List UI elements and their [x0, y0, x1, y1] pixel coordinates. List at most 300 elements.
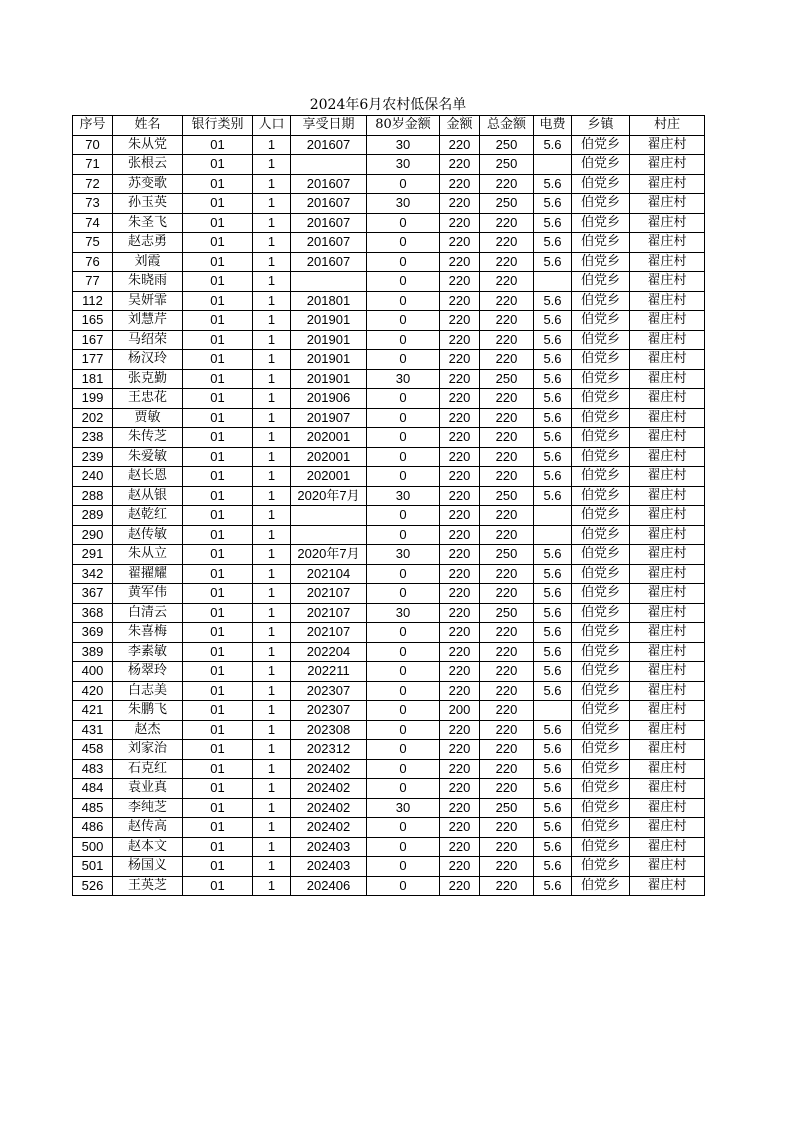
cell-electricity: 5.6 [534, 837, 572, 857]
cell-amount: 220 [440, 428, 480, 448]
table-row [73, 759, 705, 779]
cell-total: 250 [480, 135, 534, 155]
cell-total: 220 [480, 252, 534, 272]
cell-population: 1 [253, 642, 291, 662]
cell-total: 220 [480, 213, 534, 233]
cell-start-date: 202001 [291, 447, 367, 467]
cell-population: 1 [253, 740, 291, 760]
cell-start-date: 201901 [291, 369, 367, 389]
cell-bank-type: 01 [183, 408, 253, 428]
table-row [73, 603, 705, 623]
cell-total: 220 [480, 467, 534, 487]
cell-amount: 220 [440, 818, 480, 838]
cell-index: 181 [73, 369, 113, 389]
cell-township: 伯党乡 [572, 330, 630, 350]
cell-age80-amount: 30 [367, 194, 440, 214]
cell-electricity: 5.6 [534, 876, 572, 896]
cell-township: 伯党乡 [572, 506, 630, 526]
cell-amount: 220 [440, 740, 480, 760]
cell-township: 伯党乡 [572, 701, 630, 721]
cell-age80-amount: 0 [367, 623, 440, 643]
cell-bank-type: 01 [183, 779, 253, 799]
cell-index: 420 [73, 681, 113, 701]
cell-township: 伯党乡 [572, 681, 630, 701]
cell-bank-type: 01 [183, 252, 253, 272]
cell-township: 伯党乡 [572, 135, 630, 155]
cell-start-date: 202204 [291, 642, 367, 662]
cell-name: 李素敏 [113, 642, 183, 662]
table-row [73, 876, 705, 896]
cell-village: 翟庄村 [630, 155, 705, 175]
cell-total: 220 [480, 272, 534, 292]
cell-bank-type: 01 [183, 467, 253, 487]
cell-bank-type: 01 [183, 603, 253, 623]
cell-population: 1 [253, 467, 291, 487]
cell-amount: 220 [440, 291, 480, 311]
cell-amount: 220 [440, 564, 480, 584]
cell-population: 1 [253, 330, 291, 350]
cell-index: 500 [73, 837, 113, 857]
cell-total: 250 [480, 798, 534, 818]
cell-bank-type: 01 [183, 291, 253, 311]
cell-village: 翟庄村 [630, 642, 705, 662]
cell-population: 1 [253, 759, 291, 779]
cell-total: 220 [480, 525, 534, 545]
table-row [73, 740, 705, 760]
cell-bank-type: 01 [183, 857, 253, 877]
cell-bank-type: 01 [183, 837, 253, 857]
cell-electricity: 5.6 [534, 135, 572, 155]
cell-electricity: 5.6 [534, 330, 572, 350]
cell-index: 240 [73, 467, 113, 487]
col-header-population: 人口 [253, 116, 291, 136]
cell-population: 1 [253, 311, 291, 331]
cell-bank-type: 01 [183, 272, 253, 292]
cell-amount: 220 [440, 174, 480, 194]
cell-electricity: 5.6 [534, 252, 572, 272]
table-row [73, 720, 705, 740]
cell-age80-amount: 0 [367, 818, 440, 838]
cell-age80-amount: 30 [367, 545, 440, 565]
cell-index: 72 [73, 174, 113, 194]
cell-age80-amount: 0 [367, 447, 440, 467]
cell-bank-type: 01 [183, 525, 253, 545]
cell-name: 朱晓雨 [113, 272, 183, 292]
cell-total: 250 [480, 603, 534, 623]
cell-age80-amount: 0 [367, 681, 440, 701]
col-header-name: 姓名 [113, 116, 183, 136]
cell-population: 1 [253, 174, 291, 194]
cell-bank-type: 01 [183, 798, 253, 818]
cell-total: 220 [480, 174, 534, 194]
cell-index: 238 [73, 428, 113, 448]
col-header-township: 乡镇 [572, 116, 630, 136]
cell-village: 翟庄村 [630, 779, 705, 799]
cell-township: 伯党乡 [572, 252, 630, 272]
cell-electricity: 5.6 [534, 720, 572, 740]
cell-electricity: 5.6 [534, 623, 572, 643]
cell-name: 白志美 [113, 681, 183, 701]
cell-name: 翟擢耀 [113, 564, 183, 584]
cell-village: 翟庄村 [630, 252, 705, 272]
cell-electricity: 5.6 [534, 174, 572, 194]
cell-age80-amount: 0 [367, 272, 440, 292]
cell-bank-type: 01 [183, 428, 253, 448]
cell-start-date [291, 155, 367, 175]
cell-start-date: 2020年7月 [291, 545, 367, 565]
cell-index: 73 [73, 194, 113, 214]
cell-village: 翟庄村 [630, 681, 705, 701]
cell-amount: 220 [440, 194, 480, 214]
cell-age80-amount: 0 [367, 662, 440, 682]
cell-electricity: 5.6 [534, 486, 572, 506]
cell-total: 250 [480, 369, 534, 389]
cell-name: 贾敏 [113, 408, 183, 428]
cell-age80-amount: 0 [367, 213, 440, 233]
cell-start-date: 201907 [291, 408, 367, 428]
cell-population: 1 [253, 272, 291, 292]
cell-total: 220 [480, 428, 534, 448]
cell-start-date: 202001 [291, 428, 367, 448]
col-header-electricity: 电费 [534, 116, 572, 136]
cell-village: 翟庄村 [630, 135, 705, 155]
cell-amount: 220 [440, 330, 480, 350]
cell-name: 石克红 [113, 759, 183, 779]
cell-index: 112 [73, 291, 113, 311]
cell-index: 484 [73, 779, 113, 799]
cell-amount: 220 [440, 584, 480, 604]
cell-name: 张根云 [113, 155, 183, 175]
cell-township: 伯党乡 [572, 350, 630, 370]
cell-village: 翟庄村 [630, 233, 705, 253]
cell-index: 291 [73, 545, 113, 565]
cell-bank-type: 01 [183, 174, 253, 194]
cell-start-date: 202402 [291, 798, 367, 818]
table-row [73, 798, 705, 818]
cell-amount: 220 [440, 603, 480, 623]
cell-name: 朱喜梅 [113, 623, 183, 643]
cell-electricity: 5.6 [534, 428, 572, 448]
cell-amount: 220 [440, 642, 480, 662]
cell-bank-type: 01 [183, 486, 253, 506]
cell-township: 伯党乡 [572, 447, 630, 467]
cell-village: 翟庄村 [630, 876, 705, 896]
cell-population: 1 [253, 603, 291, 623]
cell-age80-amount: 0 [367, 720, 440, 740]
cell-township: 伯党乡 [572, 642, 630, 662]
cell-total: 220 [480, 408, 534, 428]
cell-name: 朱圣飞 [113, 213, 183, 233]
cell-village: 翟庄村 [630, 857, 705, 877]
cell-name: 朱鹏飞 [113, 701, 183, 721]
cell-total: 220 [480, 506, 534, 526]
cell-age80-amount: 0 [367, 233, 440, 253]
cell-bank-type: 01 [183, 681, 253, 701]
cell-age80-amount: 30 [367, 135, 440, 155]
cell-start-date: 202402 [291, 759, 367, 779]
cell-name: 杨翠玲 [113, 662, 183, 682]
cell-age80-amount: 0 [367, 876, 440, 896]
cell-township: 伯党乡 [572, 857, 630, 877]
cell-start-date: 201607 [291, 252, 367, 272]
cell-population: 1 [253, 818, 291, 838]
cell-electricity [534, 701, 572, 721]
cell-electricity: 5.6 [534, 194, 572, 214]
table-row [73, 818, 705, 838]
cell-township: 伯党乡 [572, 798, 630, 818]
cell-start-date: 202402 [291, 779, 367, 799]
table-row [73, 779, 705, 799]
cell-township: 伯党乡 [572, 194, 630, 214]
cell-index: 202 [73, 408, 113, 428]
cell-age80-amount: 0 [367, 525, 440, 545]
table-row [73, 330, 705, 350]
cell-age80-amount: 30 [367, 369, 440, 389]
table-row [73, 233, 705, 253]
cell-age80-amount: 0 [367, 291, 440, 311]
cell-name: 王忠花 [113, 389, 183, 409]
cell-population: 1 [253, 720, 291, 740]
cell-name: 赵杰 [113, 720, 183, 740]
cell-start-date: 202107 [291, 584, 367, 604]
cell-amount: 220 [440, 837, 480, 857]
cell-village: 翟庄村 [630, 603, 705, 623]
cell-age80-amount: 30 [367, 798, 440, 818]
cell-township: 伯党乡 [572, 584, 630, 604]
cell-township: 伯党乡 [572, 779, 630, 799]
cell-amount: 220 [440, 447, 480, 467]
cell-index: 290 [73, 525, 113, 545]
cell-electricity: 5.6 [534, 408, 572, 428]
cell-population: 1 [253, 233, 291, 253]
cell-amount: 200 [440, 701, 480, 721]
cell-age80-amount: 0 [367, 408, 440, 428]
cell-start-date: 202406 [291, 876, 367, 896]
table-row [73, 525, 705, 545]
table-row [73, 291, 705, 311]
cell-village: 翟庄村 [630, 525, 705, 545]
cell-name: 杨国义 [113, 857, 183, 877]
cell-bank-type: 01 [183, 701, 253, 721]
cell-population: 1 [253, 564, 291, 584]
cell-name: 赵志勇 [113, 233, 183, 253]
cell-age80-amount: 30 [367, 603, 440, 623]
cell-name: 朱从立 [113, 545, 183, 565]
cell-amount: 220 [440, 369, 480, 389]
cell-start-date: 201607 [291, 194, 367, 214]
cell-name: 赵长恩 [113, 467, 183, 487]
cell-total: 220 [480, 447, 534, 467]
cell-bank-type: 01 [183, 369, 253, 389]
cell-total: 220 [480, 623, 534, 643]
cell-bank-type: 01 [183, 389, 253, 409]
cell-population: 1 [253, 545, 291, 565]
table-row [73, 155, 705, 175]
cell-index: 177 [73, 350, 113, 370]
cell-total: 220 [480, 233, 534, 253]
cell-index: 458 [73, 740, 113, 760]
cell-name: 张克勤 [113, 369, 183, 389]
cell-total: 220 [480, 779, 534, 799]
table-row [73, 642, 705, 662]
cell-index: 74 [73, 213, 113, 233]
cell-township: 伯党乡 [572, 740, 630, 760]
cell-total: 220 [480, 876, 534, 896]
cell-age80-amount: 0 [367, 564, 440, 584]
cell-name: 赵传敏 [113, 525, 183, 545]
cell-population: 1 [253, 369, 291, 389]
table-row [73, 213, 705, 233]
cell-electricity [534, 272, 572, 292]
cell-total: 220 [480, 740, 534, 760]
cell-population: 1 [253, 876, 291, 896]
cell-amount: 220 [440, 759, 480, 779]
cell-amount: 220 [440, 311, 480, 331]
col-header-index: 序号 [73, 116, 113, 136]
cell-electricity: 5.6 [534, 545, 572, 565]
cell-bank-type: 01 [183, 213, 253, 233]
cell-start-date [291, 506, 367, 526]
table-row [73, 408, 705, 428]
cell-electricity: 5.6 [534, 564, 572, 584]
cell-township: 伯党乡 [572, 174, 630, 194]
cell-population: 1 [253, 857, 291, 877]
cell-amount: 220 [440, 506, 480, 526]
cell-name: 孙玉英 [113, 194, 183, 214]
cell-village: 翟庄村 [630, 428, 705, 448]
cell-population: 1 [253, 194, 291, 214]
cell-total: 220 [480, 701, 534, 721]
cell-age80-amount: 0 [367, 174, 440, 194]
cell-total: 220 [480, 720, 534, 740]
cell-township: 伯党乡 [572, 408, 630, 428]
cell-age80-amount: 0 [367, 330, 440, 350]
cell-bank-type: 01 [183, 720, 253, 740]
cell-population: 1 [253, 525, 291, 545]
cell-age80-amount: 30 [367, 155, 440, 175]
table-row [73, 681, 705, 701]
cell-township: 伯党乡 [572, 428, 630, 448]
cell-start-date: 201906 [291, 389, 367, 409]
cell-start-date: 202307 [291, 681, 367, 701]
cell-amount: 220 [440, 408, 480, 428]
cell-village: 翟庄村 [630, 447, 705, 467]
cell-start-date [291, 525, 367, 545]
cell-electricity: 5.6 [534, 642, 572, 662]
table-row [73, 564, 705, 584]
table-row [73, 701, 705, 721]
cell-population: 1 [253, 701, 291, 721]
cell-township: 伯党乡 [572, 876, 630, 896]
cell-township: 伯党乡 [572, 291, 630, 311]
table-row [73, 584, 705, 604]
cell-index: 77 [73, 272, 113, 292]
cell-age80-amount: 0 [367, 779, 440, 799]
cell-village: 翟庄村 [630, 291, 705, 311]
cell-bank-type: 01 [183, 233, 253, 253]
cell-township: 伯党乡 [572, 525, 630, 545]
cell-start-date: 202307 [291, 701, 367, 721]
cell-age80-amount: 0 [367, 506, 440, 526]
table-row [73, 506, 705, 526]
cell-total: 250 [480, 545, 534, 565]
cell-amount: 220 [440, 252, 480, 272]
cell-bank-type: 01 [183, 506, 253, 526]
cell-electricity: 5.6 [534, 798, 572, 818]
cell-township: 伯党乡 [572, 564, 630, 584]
table-row [73, 272, 705, 292]
cell-village: 翟庄村 [630, 311, 705, 331]
table-row [73, 545, 705, 565]
cell-total: 220 [480, 584, 534, 604]
cell-village: 翟庄村 [630, 545, 705, 565]
cell-total: 220 [480, 389, 534, 409]
cell-township: 伯党乡 [572, 623, 630, 643]
cell-age80-amount: 0 [367, 428, 440, 448]
cell-electricity: 5.6 [534, 213, 572, 233]
cell-total: 220 [480, 681, 534, 701]
cell-age80-amount: 0 [367, 311, 440, 331]
cell-amount: 220 [440, 525, 480, 545]
cell-amount: 220 [440, 798, 480, 818]
col-header-start-date: 享受日期 [291, 116, 367, 136]
cell-start-date: 202107 [291, 603, 367, 623]
cell-name: 马绍荣 [113, 330, 183, 350]
cell-index: 75 [73, 233, 113, 253]
table-row [73, 623, 705, 643]
cell-start-date: 201607 [291, 233, 367, 253]
cell-village: 翟庄村 [630, 194, 705, 214]
cell-electricity: 5.6 [534, 233, 572, 253]
cell-electricity [534, 525, 572, 545]
cell-village: 翟庄村 [630, 564, 705, 584]
cell-amount: 220 [440, 779, 480, 799]
cell-electricity: 5.6 [534, 311, 572, 331]
cell-electricity: 5.6 [534, 584, 572, 604]
table-row [73, 837, 705, 857]
cell-index: 367 [73, 584, 113, 604]
cell-amount: 220 [440, 272, 480, 292]
table-row [73, 447, 705, 467]
cell-name: 朱传芝 [113, 428, 183, 448]
cell-total: 220 [480, 311, 534, 331]
cell-age80-amount: 0 [367, 350, 440, 370]
cell-index: 70 [73, 135, 113, 155]
cell-township: 伯党乡 [572, 311, 630, 331]
cell-township: 伯党乡 [572, 818, 630, 838]
cell-population: 1 [253, 155, 291, 175]
cell-start-date: 202312 [291, 740, 367, 760]
cell-population: 1 [253, 662, 291, 682]
cell-index: 71 [73, 155, 113, 175]
cell-total: 220 [480, 642, 534, 662]
cell-bank-type: 01 [183, 194, 253, 214]
cell-population: 1 [253, 447, 291, 467]
cell-township: 伯党乡 [572, 213, 630, 233]
cell-amount: 220 [440, 486, 480, 506]
table-row [73, 350, 705, 370]
cell-electricity: 5.6 [534, 369, 572, 389]
header-row [73, 116, 705, 136]
cell-index: 389 [73, 642, 113, 662]
cell-name: 吴妍霏 [113, 291, 183, 311]
table-row [73, 662, 705, 682]
cell-village: 翟庄村 [630, 740, 705, 760]
cell-bank-type: 01 [183, 135, 253, 155]
cell-name: 袁业真 [113, 779, 183, 799]
cell-amount: 220 [440, 623, 480, 643]
cell-electricity: 5.6 [534, 350, 572, 370]
